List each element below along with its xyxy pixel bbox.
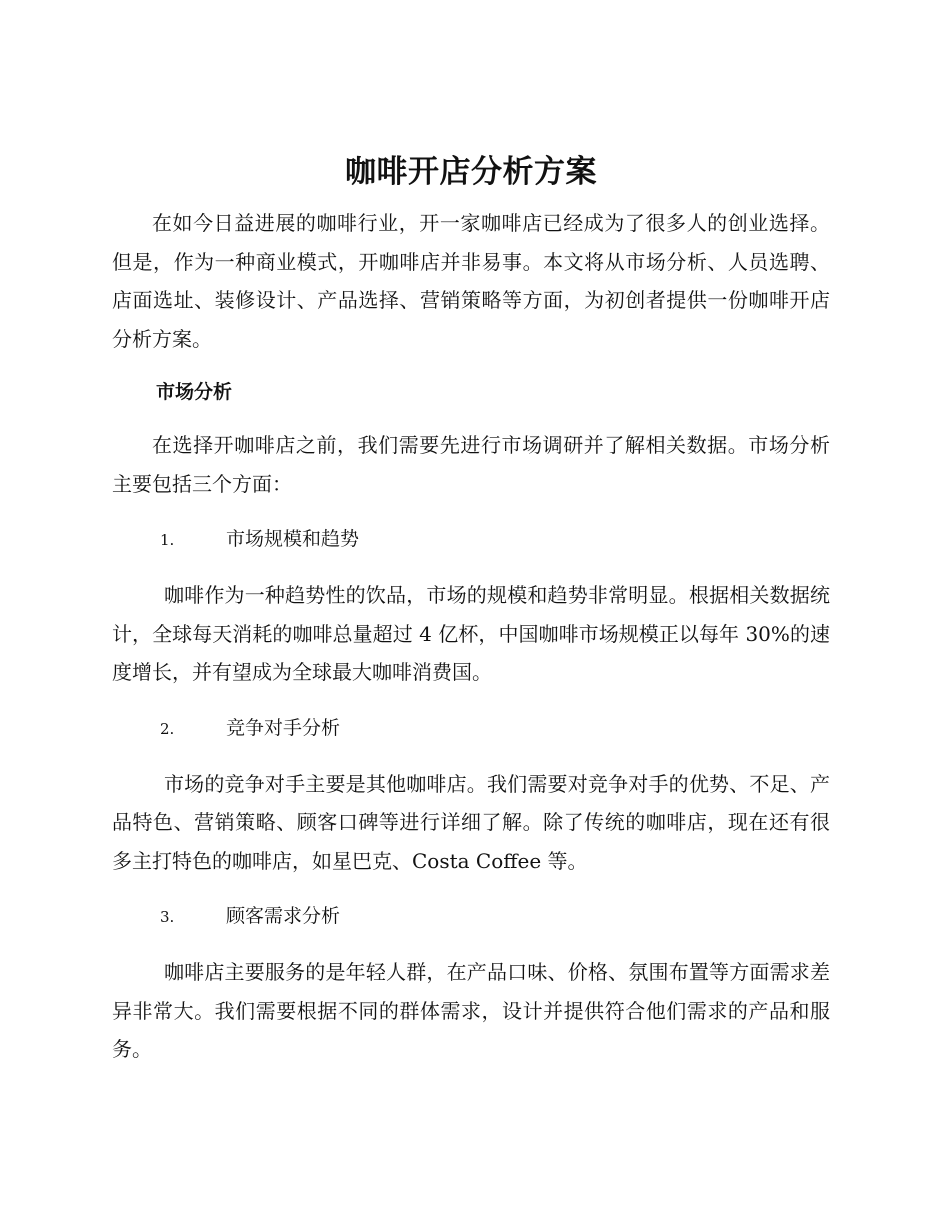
list-item-3 <box>112 897 830 936</box>
list-item-1 <box>112 520 830 559</box>
list-item-title: 市场规模和趋势 <box>226 528 360 550</box>
list-item-number: 2. <box>160 719 175 738</box>
list-item-title: 顾客需求分析 <box>226 905 341 927</box>
section-heading: 市场分析 <box>156 381 233 403</box>
document-title: 咖啡开店分析方案 <box>345 154 597 190</box>
section-intro-paragraph: 在选择开咖啡店之前，我们需要先进行市场调研并了解相关数据。市场分析主要包括三个方面： <box>112 433 830 496</box>
list-item-body: 咖啡作为一种趋势性的饮品，市场的规模和趋势非常明显。根据相关数据统计，全球每天消耗的咖啡总量超过 4 亿杯，中国咖啡市场规模正以每年 30%的速度增长，并有望成为全球最大咖啡消费国。 <box>112 583 830 684</box>
list-item-number: 3. <box>160 908 175 926</box>
list-item-body: 市场的竞争对手主要是其他咖啡店。我们需要对竞争对手的优势、不足、产品特色、营销策略、顾客口碑等进行详细了解。除了传统的咖啡店，现在还有很多主打特色的咖啡店，如星巴克、Costa Coffee 等。 <box>112 771 830 873</box>
list-item-body: 咖啡店主要服务的是年轻人群，在产品口味、价格、氛围布置等方面需求差异非常大。我们需要根据不同的群体需求，设计并提供符合他们需求的产品和服务。 <box>112 960 830 1061</box>
list-item-number: 1. <box>160 531 175 549</box>
document-page <box>112 150 830 1069</box>
intro-paragraph: 在如今日益进展的咖啡行业，开一家咖啡店已经成为了很多人的创业选择。但是，作为一种商业模式，开咖啡店并非易事。本文将从市场分析、人员选聘、店面选址、装修设计、产品选择、营销策略等方面，为初创者提供一份咖啡开店分析方案。 <box>112 211 830 351</box>
list-item-title: 竞争对手分析 <box>226 716 341 739</box>
list-item-2 <box>112 709 830 748</box>
